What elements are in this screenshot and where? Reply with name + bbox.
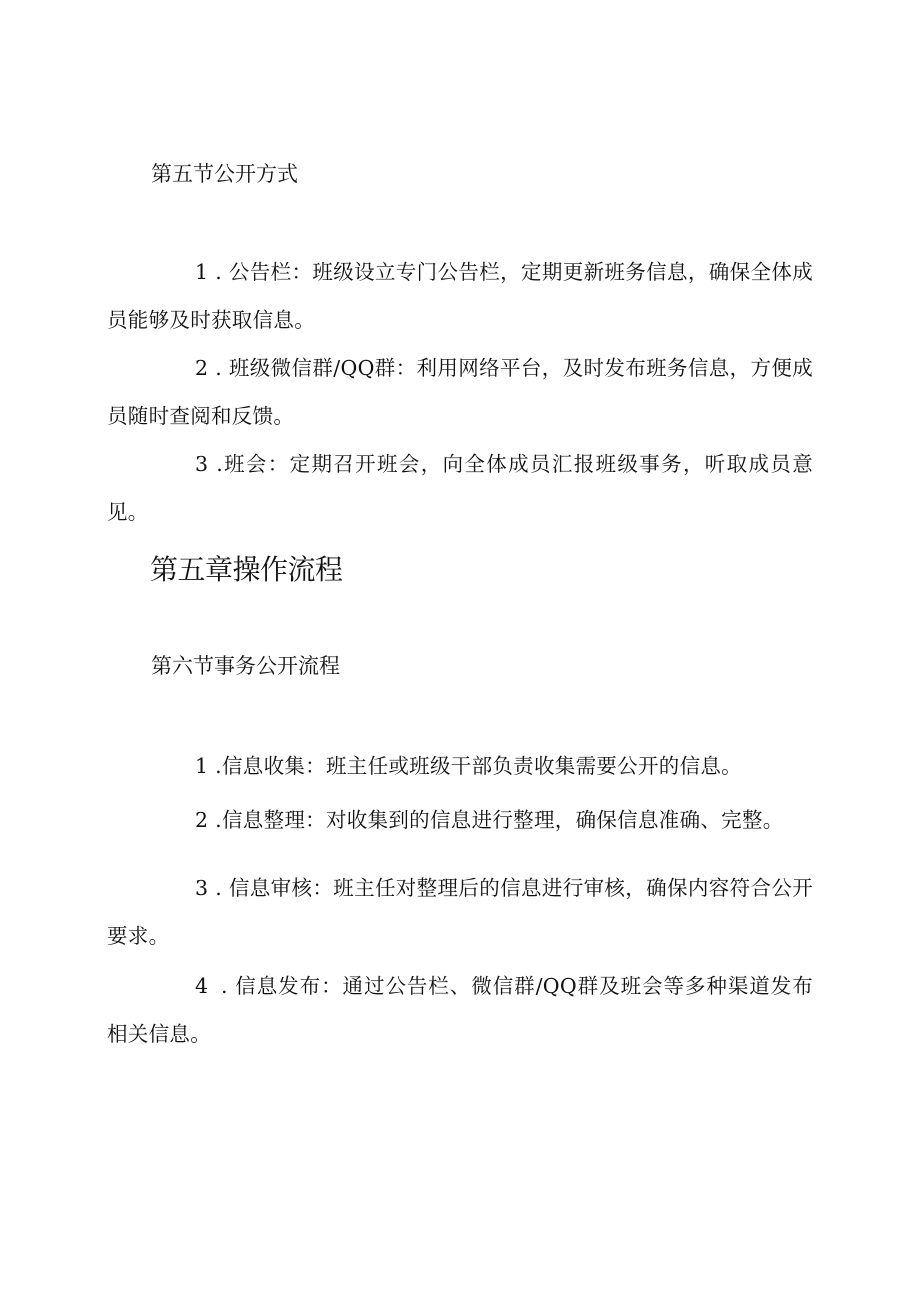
list-item xyxy=(107,742,813,790)
item-text: . 班级微信群/QQ群：利用网络平台，及时发布班务信息，方便成员随时查阅和反馈。 xyxy=(107,356,813,428)
list-item xyxy=(107,796,813,844)
item-number: 3 xyxy=(195,876,209,900)
item-number: 1 xyxy=(195,754,209,778)
list-item xyxy=(107,962,813,1058)
item-text: . 信息审核：班主任对整理后的信息进行审核，确保内容符合公开要求。 xyxy=(107,876,813,948)
item-number: 2 xyxy=(195,356,209,380)
section-6-title: 第六节事务公开流程 xyxy=(151,654,340,678)
list-item xyxy=(107,440,813,536)
item-text: .班会：定期召开班会，向全体成员汇报班级事务，听取成员意见。 xyxy=(107,452,813,524)
item-number: 2 xyxy=(195,808,209,832)
item-text: . 公告栏：班级设立专门公告栏，定期更新班务信息，确保全体成员能够及时获取信息。 xyxy=(107,260,813,332)
section-5-title: 第五节公开方式 xyxy=(151,162,298,186)
item-text: .信息收集：班主任或班级干部负责收集需要公开的信息。 xyxy=(208,754,742,778)
item-text: .信息整理：对收集到的信息进行整理，确保信息准确、完整。 xyxy=(208,808,784,832)
item-number: 1 xyxy=(195,260,209,284)
item-text: . 信息发布：通过公告栏、微信群/QQ群及班会等多种渠道发布相关信息。 xyxy=(107,974,813,1046)
chapter-5-title: 第五章操作流程 xyxy=(150,553,343,586)
list-item xyxy=(107,864,813,960)
list-item xyxy=(107,248,813,344)
item-number: 3 xyxy=(195,452,209,476)
item-number: 4 xyxy=(195,974,209,998)
list-item xyxy=(107,344,813,440)
